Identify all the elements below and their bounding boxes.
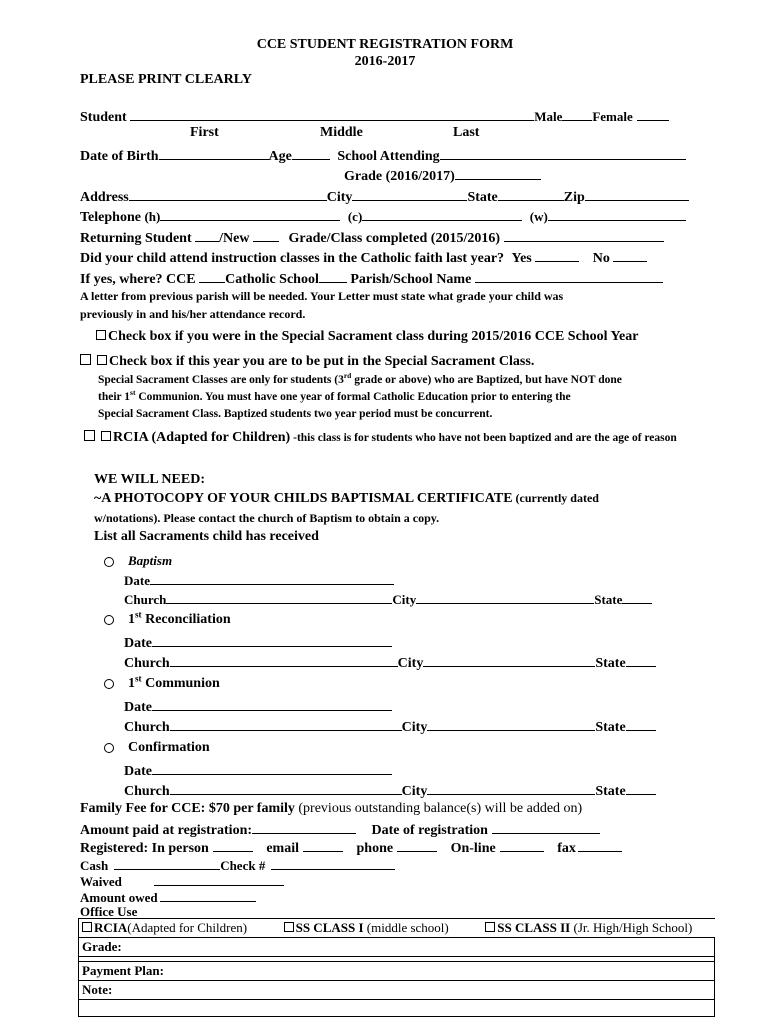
email-field[interactable] [303,839,343,852]
yes-label: Yes [511,251,532,266]
male-label: Male [534,109,563,124]
sacraments-list-heading: List all Sacraments child has received [94,529,319,544]
telephone-row [80,208,686,225]
fax-field[interactable] [578,839,622,852]
rcia-note: -this class is for students who have not been baptized and are the age of reason [290,432,677,444]
last-label: Last [453,125,480,140]
special-check-1-box[interactable] [96,330,106,340]
age-label: Age [268,149,292,164]
where-row [80,270,663,287]
communion-item: 1st Communion [104,677,220,691]
cash-row: Cash Check # [80,857,395,872]
dob-field[interactable] [159,147,269,160]
tel-home-field[interactable] [160,208,340,221]
returning-label: Returning Student [80,231,192,246]
no-label: No [592,251,610,266]
rcia-label: RCIA (Adapted for Children) [113,430,291,445]
catholic-school-label: Catholic School [225,272,319,287]
office-use-label: Office Use [80,904,138,919]
family-fee-label: Family Fee for CCE: $70 per family [80,801,295,816]
rcia-box[interactable] [101,431,111,441]
print-clearly-instruction: PLEASE PRINT CLEARLY [80,72,252,87]
reconciliation-bullet-icon [104,615,114,625]
office-ss1-box[interactable] [284,922,294,932]
address-field[interactable] [129,188,327,201]
female-field[interactable] [637,108,669,121]
we-will-need-heading: WE WILL NEED: [94,472,205,487]
cash-field[interactable] [114,857,220,870]
tel-home-label: (h) [144,209,161,224]
phone-field[interactable] [397,839,437,852]
confirmation-date-row: Date [124,762,392,779]
baptism-date-field[interactable] [150,572,394,585]
state-label: State [467,190,498,205]
school-label: School Attending [337,149,440,164]
catholic-question-row [80,249,647,266]
waived-field[interactable] [154,873,284,886]
communion-city-field[interactable] [427,718,595,731]
office-extra-cell[interactable] [79,1000,715,1017]
reconciliation-church-field[interactable] [170,654,398,667]
rcia-outer-box[interactable] [84,430,95,441]
confirmation-date-field[interactable] [152,762,392,775]
baptism-church-field[interactable] [166,591,392,604]
office-classes-row: RCIA(Adapted for Children) SS CLASS I (middle school) SS CLASS II (Jr. High/High School) [79,919,715,938]
amount-paid-field[interactable] [252,821,356,834]
online-field[interactable] [500,839,544,852]
communion-date-row: Date [124,698,392,715]
grade-label: Grade (2016/2017) [344,169,455,184]
address-row [80,188,689,205]
reconciliation-date-field[interactable] [152,634,392,647]
special-note-1: Special Sacrament Classes are only for students (3rd grade or above) who are Baptized, but have NOT done [98,371,622,386]
special-check-2-row [80,354,534,369]
city-label: City [326,190,353,205]
photocopy-note: (currently dated [512,491,599,505]
catholic-question: Did your child attend instruction classes in the Catholic faith last year? [80,251,505,266]
returning-field[interactable] [195,229,219,242]
check-field[interactable] [271,857,395,870]
form-year: 2016-2017 [354,54,416,69]
female-label: Female [592,109,633,124]
rcia-row [84,430,677,445]
form-title: CCE STUDENT REGISTRATION FORM [256,37,514,52]
parish-label: Parish/School Name [350,272,472,287]
baptism-date-row: Date [124,572,394,587]
grade-field[interactable] [455,167,541,180]
communion-church-field[interactable] [170,718,402,731]
male-field[interactable] [562,108,592,121]
new-field[interactable] [253,229,279,242]
confirmation-city-field[interactable] [427,782,595,795]
cce-field[interactable] [199,270,225,283]
address-label: Address [80,190,129,205]
tel-cell-label: (c) [347,209,363,224]
special-note-2: their 1st Communion. You must have one year of formal Catholic Education prior to entering the [98,388,571,403]
confirmation-state-field[interactable] [626,782,656,795]
office-use-table [78,918,715,1017]
office-payment-cell[interactable]: Payment Plan: [79,962,715,981]
reconciliation-item: 1st Reconciliation [104,613,231,627]
baptism-church-row: Church City State [124,591,652,606]
date-registration-field[interactable] [492,821,600,834]
parish-field[interactable] [475,270,663,283]
catholic-school-field[interactable] [319,270,347,283]
yes-field[interactable] [535,249,579,262]
family-fee-note: (previous outstanding balance(s) will be added on) [294,801,583,816]
special-check-1-label: Check box if you were in the Special Sacrament class during 2015/2016 CCE School Year [108,329,639,344]
photocopy-row [94,492,599,506]
amount-paid-row: Amount paid at registration: Date of registration [80,821,600,838]
new-label: /New [219,231,250,246]
first-label: First [190,125,219,140]
grade-completed-label: Grade/Class completed (2015/2016) [288,231,500,246]
no-field[interactable] [613,249,647,262]
reconciliation-date-row: Date [124,634,392,651]
student-name-field[interactable] [130,108,534,121]
where-label: If yes, where? CCE [80,272,196,287]
dob-label: Date of Birth [80,149,159,164]
letter-note-1: A letter from previous parish will be needed. Your Letter must state what grade your child was [80,289,564,303]
in-person-field[interactable] [213,839,253,852]
baptism-state-field[interactable] [622,591,652,604]
letter-note-2: previously in and his/her attendance record. [80,307,306,321]
family-fee-row [80,802,582,816]
school-field[interactable] [440,147,686,160]
communion-state-field[interactable] [626,718,656,731]
office-note-cell[interactable]: Note: [79,981,715,1000]
baptism-bullet-icon [104,557,114,567]
special-check-1-row [96,330,638,344]
special-check-2-outer-box[interactable] [80,354,91,365]
middle-label: Middle [320,125,363,140]
registered-row: Registered: In person email phone On-line fax [80,839,622,856]
returning-row [80,229,664,246]
tel-work-label: (w) [529,209,548,224]
grade-completed-field[interactable] [504,229,664,242]
photocopy-note-2: w/notations). Please contact the church of Baptism to obtain a copy. [94,511,440,525]
tel-cell-field[interactable] [362,208,522,221]
special-check-2-box[interactable] [97,355,107,365]
office-grade-cell[interactable]: Grade: [79,938,715,957]
confirmation-church-row: Church City State [124,782,656,799]
confirmation-church-field[interactable] [170,782,402,795]
communion-bullet-icon [104,679,114,689]
owed-field[interactable] [160,889,256,902]
telephone-label: Telephone [80,210,141,225]
owed-row: Amount owed [80,889,256,904]
reconciliation-state-field[interactable] [626,654,656,667]
special-note-3: Special Sacrament Class. Baptized students two year period must be concurrent. [98,408,493,420]
city-field[interactable] [352,188,467,201]
waived-row: Waived [80,873,284,888]
state-field[interactable] [498,188,564,201]
office-ss2-box[interactable] [485,922,495,932]
baptism-city-field[interactable] [416,591,594,604]
grade-row [344,167,541,184]
confirmation-bullet-icon [104,743,114,753]
baptism-label: Baptism [128,553,173,568]
student-label: Student [80,110,127,125]
communion-church-row: Church City State [124,718,656,735]
reconciliation-city-field[interactable] [423,654,595,667]
baptism-item [104,554,172,567]
zip-field[interactable] [585,188,689,201]
confirmation-item: Confirmation [104,741,210,755]
age-field[interactable] [292,147,330,160]
dob-row [80,147,686,164]
reconciliation-church-row: Church City State [124,654,656,671]
zip-label: Zip [563,190,585,205]
photocopy-label: ~A PHOTOCOPY OF YOUR CHILDS BAPTISMAL CERTIFICATE [94,491,513,506]
office-rcia-box[interactable] [82,922,92,932]
tel-work-field[interactable] [548,208,686,221]
student-name-row [80,108,669,125]
communion-date-field[interactable] [152,698,392,711]
special-check-2-label: Check box if this year you are to be put in the Special Sacrament Class. [109,354,535,369]
